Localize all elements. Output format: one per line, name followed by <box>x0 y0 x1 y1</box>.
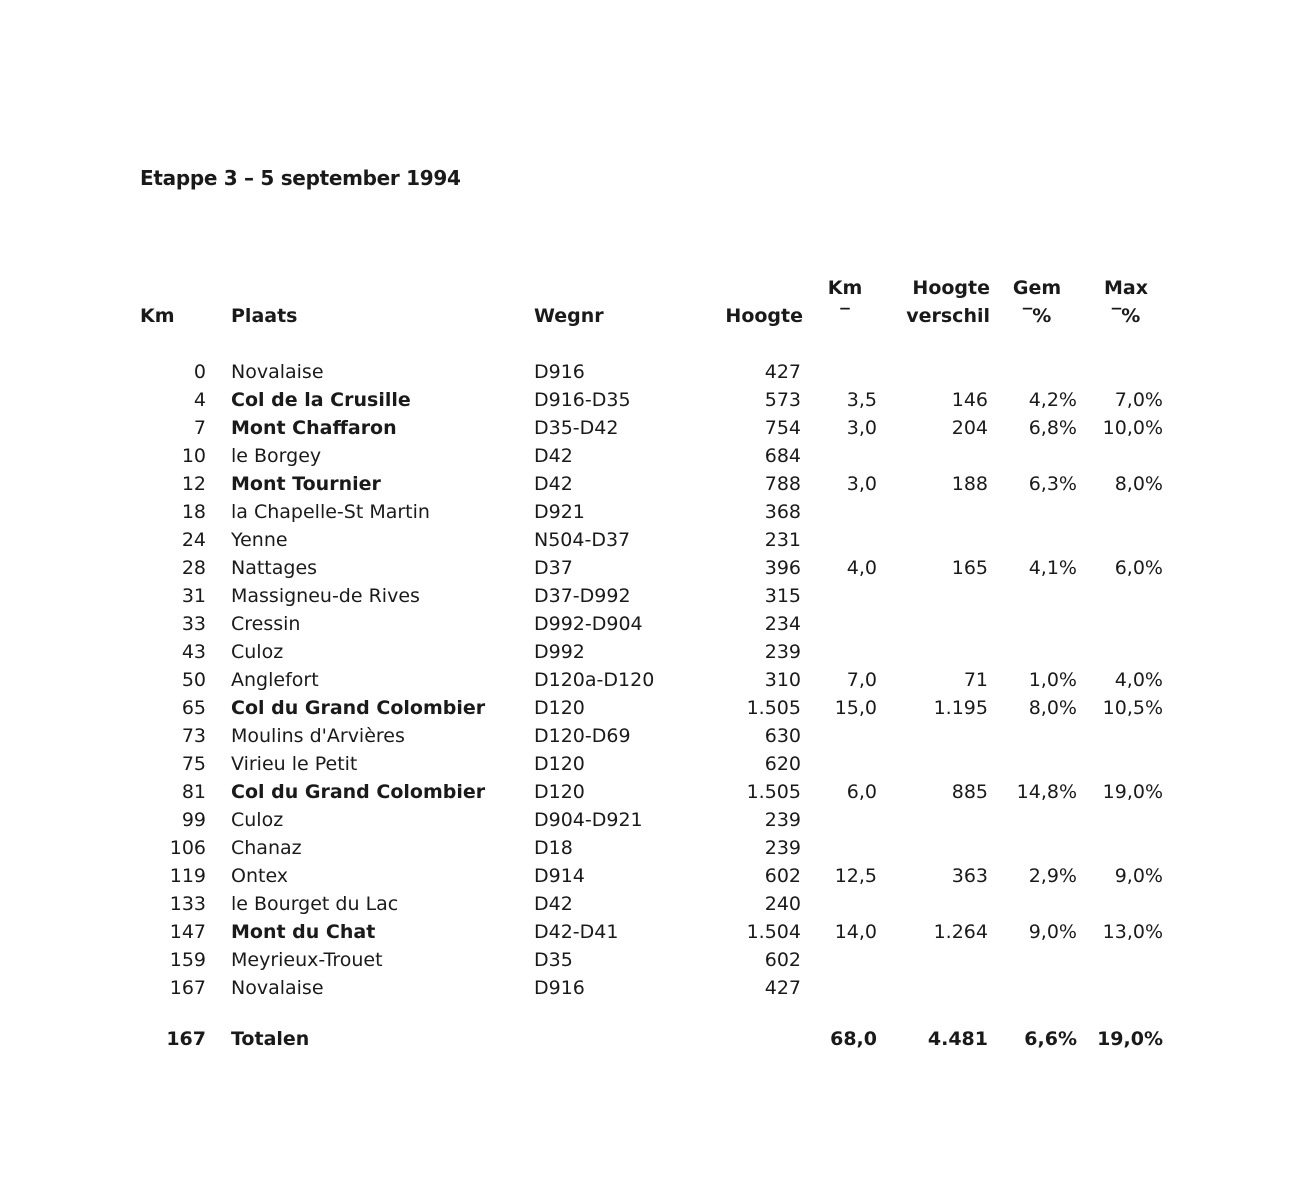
table-row <box>140 610 1163 638</box>
table-row <box>140 582 1163 610</box>
row-max <box>1077 834 1163 862</box>
row-hoogte: 240 <box>764 893 801 915</box>
row-gem <box>988 582 1077 610</box>
row-plaats: Meyrieux-Trouet <box>231 949 383 971</box>
row-plaats: Anglefort <box>231 669 319 691</box>
row-climb-km <box>801 442 877 470</box>
row-km: 7 <box>193 417 206 439</box>
row-hoogteverschil <box>877 946 988 974</box>
row-km: 12 <box>181 473 206 495</box>
row-hoogteverschil <box>877 498 988 526</box>
row-km: 75 <box>181 753 206 775</box>
row-plaats: Culoz <box>231 641 284 663</box>
row-climb-km: 3,5 <box>846 389 877 411</box>
row-climb-km: 7,0 <box>846 669 877 691</box>
row-hoogte: 427 <box>764 977 801 999</box>
row-hoogteverschil: 363 <box>951 865 988 887</box>
row-gem <box>988 946 1077 974</box>
row-gem <box>988 638 1077 666</box>
row-hoogte: 684 <box>764 445 801 467</box>
table-row <box>140 386 1163 414</box>
row-climb-km: 3,0 <box>846 473 877 495</box>
row-plaats: Yenne <box>231 529 288 551</box>
row-gem <box>988 498 1077 526</box>
row-wegnr: D120-D69 <box>534 725 631 747</box>
row-climb-km <box>801 638 877 666</box>
row-hoogte: 239 <box>764 641 801 663</box>
row-max <box>1077 526 1163 554</box>
row-wegnr: D35 <box>534 949 573 971</box>
row-gem <box>988 526 1077 554</box>
row-gem <box>988 750 1077 778</box>
header-plaats: Plaats <box>231 305 298 327</box>
row-hoogte: 310 <box>764 669 801 691</box>
row-plaats: Moulins d'Arvières <box>231 725 405 747</box>
row-gem <box>988 442 1077 470</box>
table-row <box>140 834 1163 862</box>
row-hoogteverschil <box>877 526 988 554</box>
header-wegnr: Wegnr <box>534 305 604 327</box>
row-wegnr: D42-D41 <box>534 921 619 943</box>
row-km: 106 <box>169 837 206 859</box>
row-gem: 9,0% <box>1028 921 1077 943</box>
row-wegnr: D916 <box>534 977 585 999</box>
row-max: 19,0% <box>1102 781 1163 803</box>
header-gem-top: Gem <box>1012 277 1062 299</box>
row-hoogte: 788 <box>764 473 801 495</box>
table-row <box>140 946 1163 974</box>
row-hoogteverschil: 885 <box>951 781 988 803</box>
row-max <box>1077 946 1163 974</box>
row-gem: 2,9% <box>1028 865 1077 887</box>
table-row <box>140 358 1163 386</box>
row-climb-km <box>801 358 877 386</box>
row-climb-km <box>801 610 877 638</box>
row-gem <box>988 974 1077 1002</box>
row-hoogteverschil <box>877 638 988 666</box>
row-wegnr: D904-D921 <box>534 809 643 831</box>
row-hoogteverschil <box>877 582 988 610</box>
row-hoogte: 754 <box>764 417 801 439</box>
row-max <box>1077 890 1163 918</box>
row-plaats: Chanaz <box>231 837 302 859</box>
row-km: 33 <box>181 613 206 635</box>
row-hoogte: 239 <box>764 809 801 831</box>
totals-label: Totalen <box>231 1028 310 1050</box>
row-km: 159 <box>169 949 206 971</box>
row-km: 43 <box>181 641 206 663</box>
table-row <box>140 414 1163 442</box>
row-hoogte: 239 <box>764 837 801 859</box>
row-max: 7,0% <box>1114 389 1163 411</box>
row-hoogteverschil <box>877 722 988 750</box>
row-km: 167 <box>169 977 206 999</box>
row-hoogte: 396 <box>764 557 801 579</box>
table-row <box>140 694 1163 722</box>
row-gem: 6,3% <box>1028 473 1077 495</box>
row-wegnr: D916-D35 <box>534 389 631 411</box>
row-km: 31 <box>181 585 206 607</box>
row-hoogte: 602 <box>764 949 801 971</box>
row-max: 10,5% <box>1102 697 1163 719</box>
row-wegnr: D992-D904 <box>534 613 643 635</box>
row-wegnr: D37 <box>534 557 573 579</box>
row-hoogteverschil: 204 <box>951 417 988 439</box>
row-wegnr: D18 <box>534 837 573 859</box>
row-km: 73 <box>181 725 206 747</box>
row-wegnr: D120 <box>534 781 585 803</box>
row-hoogteverschil <box>877 750 988 778</box>
header-hoogteverschil <box>890 274 990 330</box>
row-plaats: Culoz <box>231 809 284 831</box>
table-row <box>140 470 1163 498</box>
row-wegnr: D992 <box>534 641 585 663</box>
row-hoogteverschil: 188 <box>951 473 988 495</box>
row-gem: 4,1% <box>1028 557 1077 579</box>
row-plaats: Col du Grand Colombier <box>231 697 486 719</box>
totals-climb-km: 68,0 <box>830 1028 877 1050</box>
row-hoogte: 573 <box>764 389 801 411</box>
row-wegnr: D916 <box>534 361 585 383</box>
row-km: 99 <box>181 809 206 831</box>
row-km: 0 <box>193 361 206 383</box>
row-wegnr: D37-D992 <box>534 585 631 607</box>
header-hoogteverschil-top: Hoogte <box>912 277 990 299</box>
row-hoogteverschil <box>877 358 988 386</box>
row-climb-km <box>801 806 877 834</box>
row-wegnr: D120 <box>534 753 585 775</box>
header-climb-km-bottom: ‾ <box>840 305 850 327</box>
row-max <box>1077 722 1163 750</box>
row-hoogteverschil: 71 <box>963 669 988 691</box>
table-row <box>140 666 1163 694</box>
row-wegnr: D914 <box>534 865 585 887</box>
row-gem <box>988 834 1077 862</box>
row-gem <box>988 610 1077 638</box>
row-km: 81 <box>181 781 206 803</box>
totals-km: 167 <box>166 1028 206 1050</box>
row-km: 65 <box>181 697 206 719</box>
row-km: 10 <box>181 445 206 467</box>
row-wegnr: D35-D42 <box>534 417 619 439</box>
row-max <box>1077 750 1163 778</box>
row-hoogteverschil: 165 <box>951 557 988 579</box>
row-km: 28 <box>181 557 206 579</box>
header-climb-km <box>820 274 870 330</box>
row-plaats: Col de la Crusille <box>231 389 411 411</box>
row-hoogteverschil <box>877 806 988 834</box>
row-gem: 14,8% <box>1016 781 1077 803</box>
table-row <box>140 750 1163 778</box>
row-plaats: Novalaise <box>231 977 324 999</box>
row-gem: 1,0% <box>1028 669 1077 691</box>
row-max: 6,0% <box>1114 557 1163 579</box>
table-row <box>140 442 1163 470</box>
row-climb-km: 12,5 <box>834 865 877 887</box>
row-wegnr: D120 <box>534 697 585 719</box>
header-hoogte: Hoogte <box>725 305 803 327</box>
row-max: 8,0% <box>1114 473 1163 495</box>
row-plaats: Mont Chaffaron <box>231 417 397 439</box>
row-hoogteverschil: 1.195 <box>933 697 988 719</box>
row-gem <box>988 722 1077 750</box>
header-max-top: Max <box>1104 277 1148 299</box>
table-row <box>140 638 1163 666</box>
table-row <box>140 890 1163 918</box>
row-plaats: le Borgey <box>231 445 322 467</box>
row-hoogteverschil: 1.264 <box>933 921 988 943</box>
table-row <box>140 722 1163 750</box>
row-hoogte: 368 <box>764 501 801 523</box>
totals-max: 19,0% <box>1097 1028 1163 1050</box>
row-max: 4,0% <box>1114 669 1163 691</box>
table-row <box>140 498 1163 526</box>
row-wegnr: D42 <box>534 445 573 467</box>
row-gem: 8,0% <box>1028 697 1077 719</box>
row-climb-km <box>801 526 877 554</box>
row-max <box>1077 442 1163 470</box>
row-plaats: Nattages <box>231 557 318 579</box>
row-climb-km <box>801 974 877 1002</box>
row-gem <box>988 358 1077 386</box>
header-climb-km-top: Km <box>827 277 863 299</box>
row-km: 119 <box>169 865 206 887</box>
row-hoogte: 1.504 <box>746 921 801 943</box>
totals-gem: 6,6% <box>1024 1028 1077 1050</box>
row-max <box>1077 610 1163 638</box>
row-max <box>1077 638 1163 666</box>
row-hoogte: 231 <box>764 529 801 551</box>
row-wegnr: D42 <box>534 473 573 495</box>
row-climb-km <box>801 890 877 918</box>
table-row <box>140 806 1163 834</box>
row-plaats: Cressin <box>231 613 301 635</box>
row-plaats: Virieu le Petit <box>231 753 358 775</box>
header-hoogteverschil-bottom: verschil <box>906 305 990 327</box>
row-hoogte: 234 <box>764 613 801 635</box>
row-plaats: Novalaise <box>231 361 324 383</box>
row-plaats: Mont Tournier <box>231 473 381 495</box>
row-max <box>1077 358 1163 386</box>
row-hoogte: 1.505 <box>746 697 801 719</box>
row-gem: 6,8% <box>1028 417 1077 439</box>
row-climb-km <box>801 722 877 750</box>
row-climb-km: 3,0 <box>846 417 877 439</box>
row-plaats: Mont du Chat <box>231 921 376 943</box>
row-wegnr: D42 <box>534 893 573 915</box>
row-climb-km <box>801 498 877 526</box>
totals-diff: 4.481 <box>927 1028 988 1050</box>
row-km: 147 <box>169 921 206 943</box>
row-climb-km: 6,0 <box>846 781 877 803</box>
row-climb-km: 4,0 <box>846 557 877 579</box>
row-hoogteverschil <box>877 890 988 918</box>
row-wegnr: D921 <box>534 501 585 523</box>
row-km: 4 <box>193 389 206 411</box>
route-table <box>140 358 1163 1002</box>
row-hoogte: 427 <box>764 361 801 383</box>
row-max: 9,0% <box>1114 865 1163 887</box>
table-row <box>140 554 1163 582</box>
row-climb-km: 14,0 <box>834 921 877 943</box>
row-climb-km: 15,0 <box>834 697 877 719</box>
row-hoogteverschil <box>877 834 988 862</box>
row-hoogteverschil: 146 <box>951 389 988 411</box>
table-row <box>140 862 1163 890</box>
row-hoogte: 1.505 <box>746 781 801 803</box>
totals-row <box>140 1025 1163 1053</box>
row-gem <box>988 890 1077 918</box>
row-km: 50 <box>181 669 206 691</box>
row-gem: 4,2% <box>1028 389 1077 411</box>
row-max: 10,0% <box>1102 417 1163 439</box>
row-max <box>1077 498 1163 526</box>
row-plaats: Col du Grand Colombier <box>231 781 486 803</box>
page-title: Etappe 3 – 5 september 1994 <box>140 166 461 190</box>
header-max-bottom: ‾% <box>1111 305 1141 327</box>
header-gem-bottom: ‾% <box>1022 305 1052 327</box>
row-km: 24 <box>181 529 206 551</box>
row-max <box>1077 582 1163 610</box>
row-max <box>1077 806 1163 834</box>
row-hoogteverschil <box>877 442 988 470</box>
row-gem <box>988 806 1077 834</box>
row-km: 133 <box>169 893 206 915</box>
table-row <box>140 526 1163 554</box>
table-row <box>140 974 1163 1002</box>
row-climb-km <box>801 582 877 610</box>
row-hoogteverschil <box>877 974 988 1002</box>
row-hoogte: 602 <box>764 865 801 887</box>
row-hoogte: 630 <box>764 725 801 747</box>
row-climb-km <box>801 946 877 974</box>
row-climb-km <box>801 834 877 862</box>
table-row <box>140 778 1163 806</box>
row-plaats: la Chapelle-St Martin <box>231 501 430 523</box>
row-plaats: Ontex <box>231 865 289 887</box>
row-plaats: le Bourget du Lac <box>231 893 399 915</box>
row-wegnr: N504-D37 <box>534 529 631 551</box>
row-km: 18 <box>181 501 206 523</box>
header-gem <box>1005 274 1069 330</box>
row-climb-km <box>801 750 877 778</box>
row-hoogteverschil <box>877 610 988 638</box>
header-km: Km <box>140 305 175 327</box>
row-wegnr: D120a-D120 <box>534 669 655 691</box>
row-max: 13,0% <box>1102 921 1163 943</box>
row-hoogte: 620 <box>764 753 801 775</box>
row-hoogte: 315 <box>764 585 801 607</box>
table-row <box>140 918 1163 946</box>
row-max <box>1077 974 1163 1002</box>
row-plaats: Massigneu-de Rives <box>231 585 420 607</box>
header-max <box>1094 274 1158 330</box>
